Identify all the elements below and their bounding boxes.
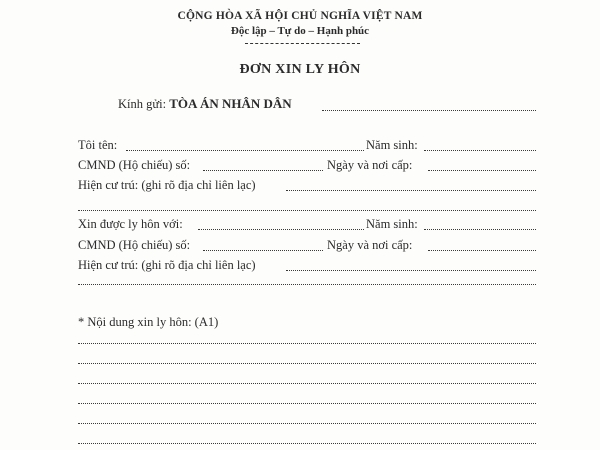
content-fill-line[interactable] xyxy=(78,443,536,444)
content-section-label: * Nội dung xin ly hôn: (A1) xyxy=(78,315,219,329)
petitioner-birth-year-label: Năm sinh: xyxy=(366,138,418,152)
petitioner-residence-fill-2[interactable] xyxy=(78,210,536,211)
petitioner-id-label: CMND (Hộ chiếu) số: xyxy=(78,158,191,172)
petitioner-residence-fill[interactable] xyxy=(286,190,536,191)
addressee-line xyxy=(118,96,292,112)
content-fill-line[interactable] xyxy=(78,423,536,424)
respondent-id-label: CMND (Hộ chiếu) số: xyxy=(78,238,191,252)
petitioner-name-label: Tôi tên: xyxy=(78,138,118,152)
addressee-fill[interactable] xyxy=(322,110,536,111)
addressee-label: Kính gửi: xyxy=(118,97,167,111)
national-motto: Độc lập – Tự do – Hạnh phúc xyxy=(230,25,370,37)
petitioner-issue-fill[interactable] xyxy=(428,170,536,171)
petitioner-name-fill[interactable] xyxy=(126,150,364,151)
petitioner-id-fill[interactable] xyxy=(203,170,323,171)
motto-underline xyxy=(245,43,360,44)
respondent-birth-year-label: Năm sinh: xyxy=(366,217,418,231)
respondent-issue-label: Ngày và nơi cấp: xyxy=(327,238,413,252)
form-title: ĐƠN XIN LY HÔN xyxy=(239,62,361,77)
respondent-issue-fill[interactable] xyxy=(428,250,536,251)
respondent-name-fill[interactable] xyxy=(198,229,364,230)
national-title: CỘNG HÒA XÃ HỘI CHỦ NGHĨA VIỆT NAM xyxy=(177,10,423,22)
content-fill-line[interactable] xyxy=(78,343,536,344)
respondent-residence-fill-2[interactable] xyxy=(78,284,536,285)
court-name: TÒA ÁN NHÂN DÂN xyxy=(169,96,292,111)
respondent-name-label: Xin được ly hôn với: xyxy=(78,217,183,231)
respondent-birth-year-fill[interactable] xyxy=(424,229,536,230)
respondent-id-fill[interactable] xyxy=(203,250,323,251)
content-fill-line[interactable] xyxy=(78,363,536,364)
petitioner-residence-label: Hiện cư trú: (ghi rõ địa chỉ liên lạc) xyxy=(78,178,256,192)
respondent-residence-fill[interactable] xyxy=(286,270,536,271)
petitioner-birth-year-fill[interactable] xyxy=(424,150,536,151)
petitioner-issue-label: Ngày và nơi cấp: xyxy=(327,158,413,172)
content-fill-line[interactable] xyxy=(78,403,536,404)
content-fill-line[interactable] xyxy=(78,383,536,384)
respondent-residence-label: Hiện cư trú: (ghi rõ địa chỉ liên lạc) xyxy=(78,258,256,272)
